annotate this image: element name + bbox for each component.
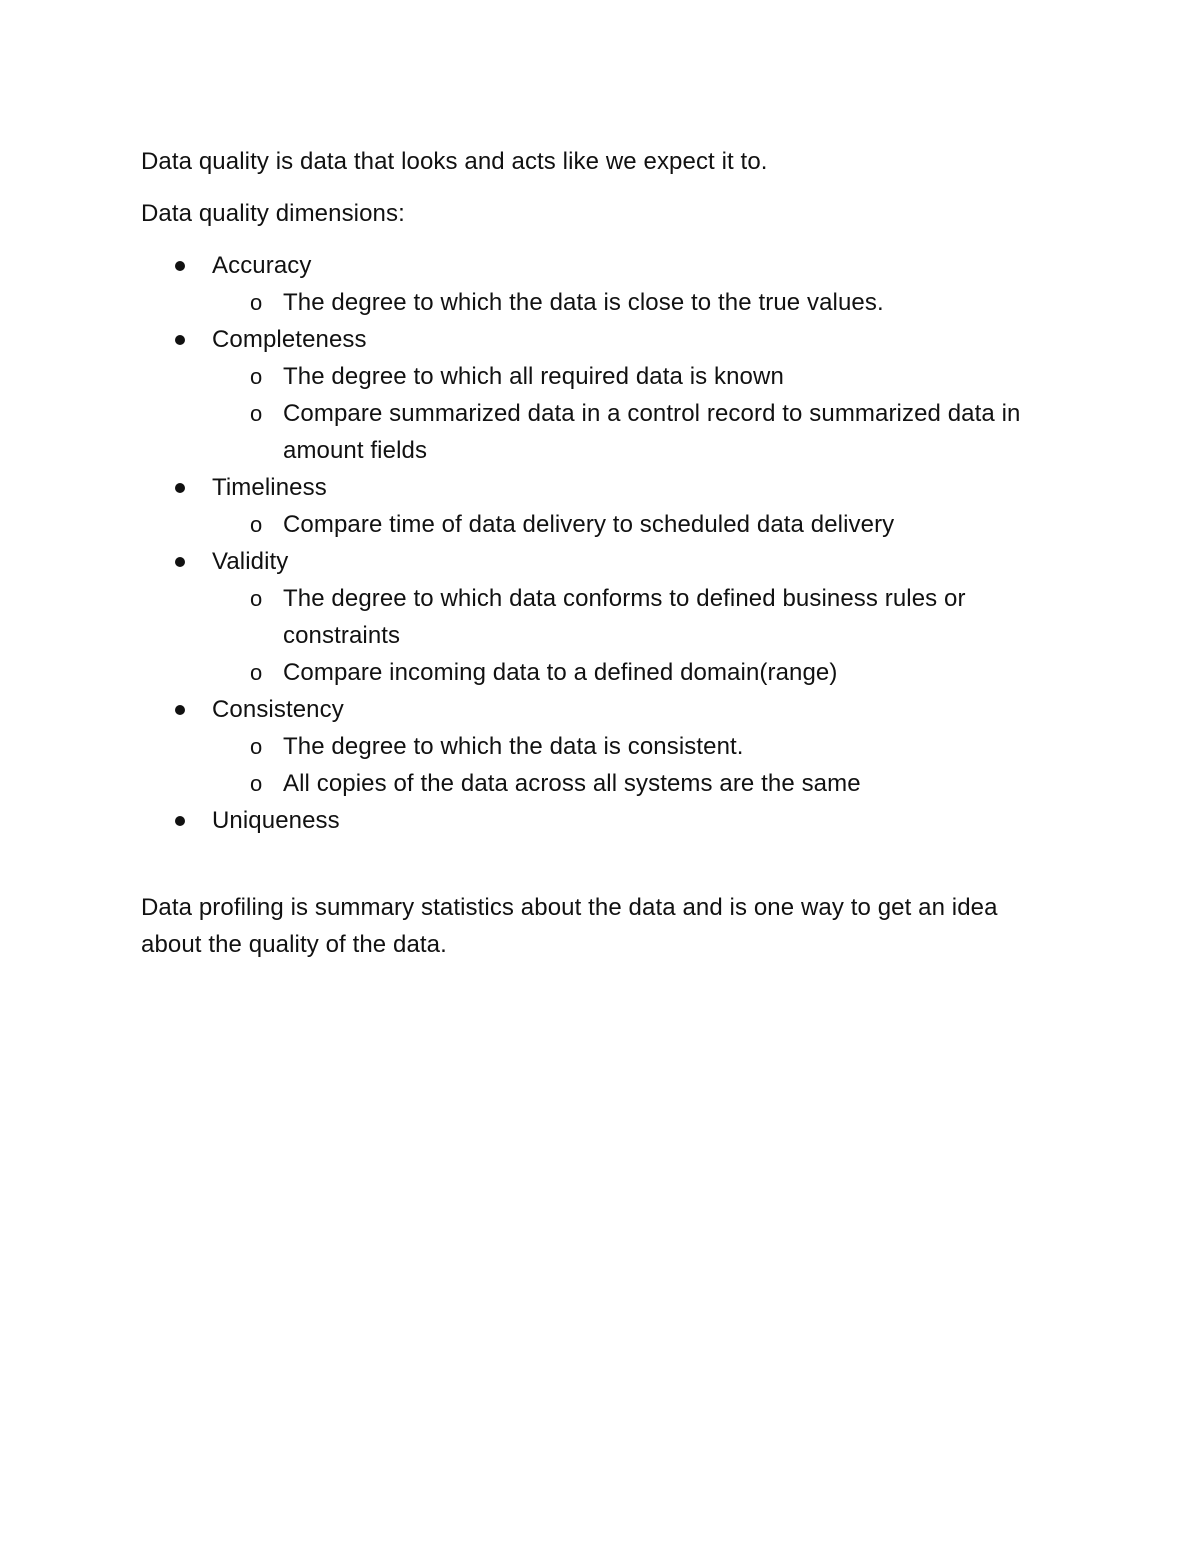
dimension-item-uniqueness: [141, 802, 1061, 839]
dimensions-heading: Data quality dimensions:: [141, 200, 405, 227]
dimension-detail-text: Compare time of data delivery to scheduled data delivery: [283, 511, 895, 538]
dimension-details-list: [212, 358, 1061, 469]
dimension-detail-text: Compare summarized data in a control record to summarized data in amount fields: [283, 400, 1021, 464]
dimension-detail-text: All copies of the data across all systems are the same: [283, 770, 861, 797]
dimension-detail-item: [212, 395, 1061, 469]
dimension-detail-item: [212, 580, 1061, 654]
dimension-item-accuracy: [141, 247, 1061, 321]
dimension-detail-item: [212, 728, 1061, 765]
dimension-details-list: [212, 284, 1061, 321]
sub-bullet-icon: o: [250, 512, 263, 537]
dimension-detail-text: The degree to which all required data is known: [283, 363, 784, 390]
dimension-detail-text: Compare incoming data to a defined domain(range): [283, 659, 838, 686]
bullet-dot-icon: [175, 705, 185, 715]
dimension-name: Accuracy: [212, 252, 312, 279]
bullet-dot-icon: [175, 557, 185, 567]
sub-bullet-icon: o: [250, 364, 263, 389]
dimension-item-completeness: [141, 321, 1061, 469]
dimension-details-list: [212, 728, 1061, 802]
dimension-detail-item: [212, 284, 1061, 321]
dimension-name: Consistency: [212, 696, 344, 723]
document-body: [141, 143, 1061, 963]
bullet-dot-icon: [175, 816, 185, 826]
dimension-name: Completeness: [212, 326, 367, 353]
dimension-detail-text: The degree to which the data is consistent.: [283, 733, 744, 760]
sub-bullet-icon: o: [250, 771, 263, 796]
dimension-detail-text: The degree to which data conforms to defined business rules or constraints: [283, 585, 966, 649]
dimension-item-timeliness: [141, 469, 1061, 543]
intro-paragraph: Data quality is data that looks and acts like we expect it to.: [141, 148, 768, 175]
sub-bullet-icon: o: [250, 734, 263, 759]
profiling-paragraph: Data profiling is summary statistics about the data and is one way to get an idea about the quality of the data.: [141, 894, 998, 958]
bullet-dot-icon: [175, 261, 185, 271]
sub-bullet-icon: o: [250, 586, 263, 611]
dimension-detail-item: [212, 506, 1061, 543]
sub-bullet-icon: o: [250, 290, 263, 315]
dimension-name: Timeliness: [212, 474, 327, 501]
dimension-details-list: [212, 580, 1061, 691]
bullet-dot-icon: [175, 335, 185, 345]
sub-bullet-icon: o: [250, 401, 263, 426]
dimension-details-list: [212, 506, 1061, 543]
dimensions-list: [141, 247, 1061, 839]
dimension-item-validity: [141, 543, 1061, 691]
dimension-detail-item: [212, 765, 1061, 802]
dimension-name: Uniqueness: [212, 807, 340, 834]
dimension-name: Validity: [212, 548, 289, 575]
sub-bullet-icon: o: [250, 660, 263, 685]
dimension-detail-item: [212, 654, 1061, 691]
dimension-item-consistency: [141, 691, 1061, 802]
dimension-detail-text: The degree to which the data is close to the true values.: [283, 289, 884, 316]
bullet-dot-icon: [175, 483, 185, 493]
dimension-detail-item: [212, 358, 1061, 395]
